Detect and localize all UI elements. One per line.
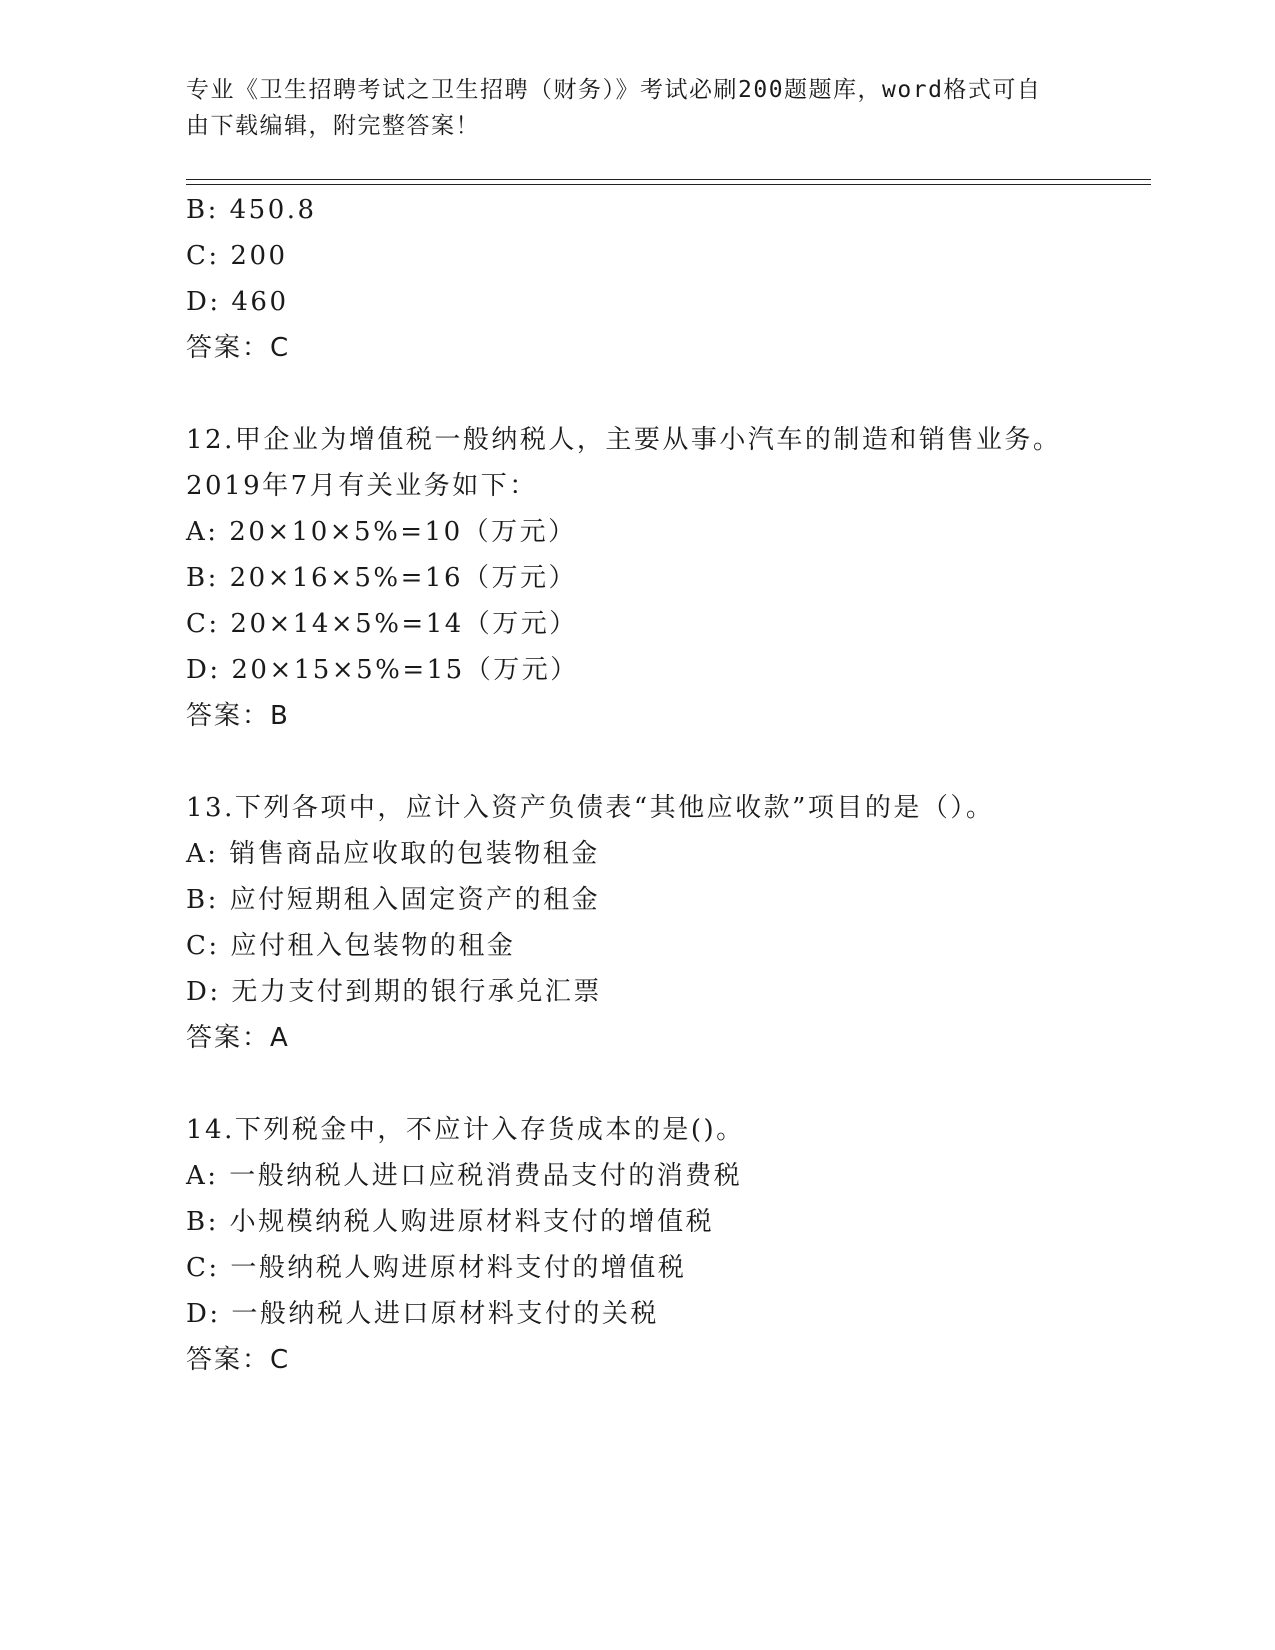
- option-a: A: 20×10×5%=10（万元）: [186, 517, 577, 547]
- option-a: A: 销售商品应收取的包装物租金: [186, 839, 600, 869]
- answer-line: 答案：C: [186, 333, 291, 363]
- question-14: [186, 1107, 1146, 1383]
- option-c: C: 20×14×5%=14（万元）: [186, 609, 578, 639]
- answer-line: 答案：A: [186, 1023, 290, 1053]
- option-d: D: 一般纳税人进口原材料支付的关税: [186, 1299, 659, 1329]
- option-c: C: 一般纳税人购进原材料支付的增值税: [186, 1253, 687, 1283]
- option-c: C: 应付租入包装物的租金: [186, 931, 516, 961]
- question-stem: 14.下列税金中，不应计入存货成本的是()。: [186, 1115, 745, 1145]
- document-header: [186, 72, 1066, 144]
- header-line-2: 由下载编辑，附完整答案！: [186, 113, 480, 139]
- question-13: [186, 785, 1146, 1061]
- question-stem: 2019年7月有关业务如下：: [186, 471, 538, 501]
- spacer: [186, 371, 1146, 417]
- header-divider-top: [186, 179, 1151, 180]
- option-d: D: 无力支付到期的银行承兑汇票: [186, 977, 602, 1007]
- question-12: [186, 417, 1146, 739]
- option-b: B: 小规模纳税人购进原材料支付的增值税: [186, 1207, 715, 1237]
- answer-line: 答案：C: [186, 1345, 291, 1375]
- document-body: [186, 187, 1146, 1383]
- question-11-continued: [186, 187, 1146, 371]
- option-a: A: 一般纳税人进口应税消费品支付的消费税: [186, 1161, 743, 1191]
- spacer: [186, 739, 1146, 785]
- header-divider-bottom: [186, 184, 1151, 185]
- answer-line: 答案：B: [186, 701, 290, 731]
- option-b: B: 450.8: [186, 195, 317, 225]
- question-stem: 12.甲企业为增值税一般纳税人，主要从事小汽车的制造和销售业务。: [186, 425, 1062, 455]
- option-d: D: 460: [186, 287, 289, 317]
- option-c: C: 200: [186, 241, 288, 271]
- header-line-1: 专业《卫生招聘考试之卫生招聘（财务）》考试必刷200题题库，word格式可自: [186, 77, 1042, 103]
- option-b: B: 应付短期租入固定资产的租金: [186, 885, 601, 915]
- question-stem: 13.下列各项中，应计入资产负债表“其他应收款”项目的是（）。: [186, 793, 995, 823]
- option-b: B: 20×16×5%=16（万元）: [186, 563, 577, 593]
- spacer: [186, 1061, 1146, 1107]
- option-d: D: 20×15×5%=15（万元）: [186, 655, 579, 685]
